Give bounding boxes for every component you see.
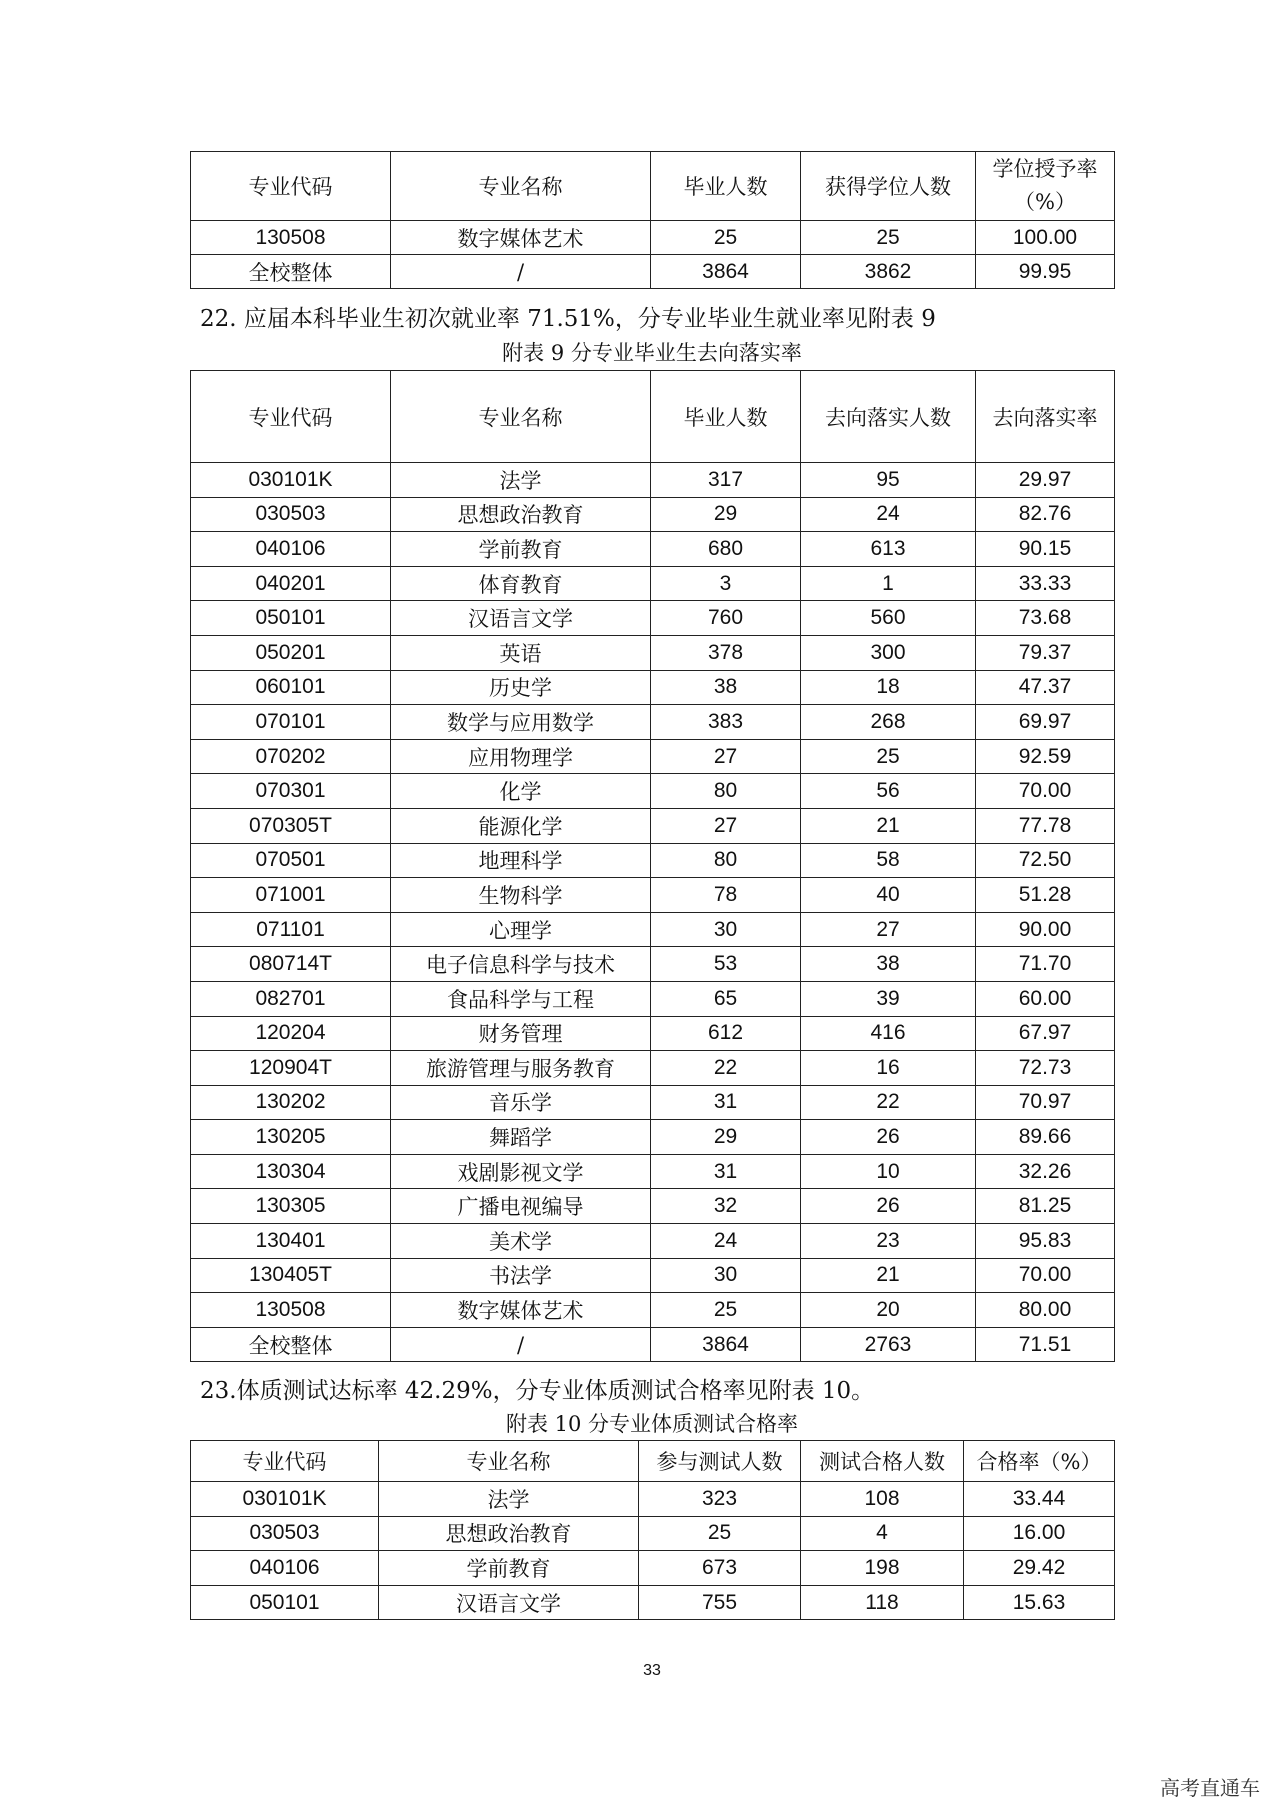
table-cell: 地理科学	[391, 843, 651, 878]
table-cell: 80	[651, 774, 801, 809]
table-cell: 21	[801, 1258, 976, 1293]
table-cell: 财务管理	[391, 1016, 651, 1051]
table-cell: 29	[651, 1120, 801, 1155]
table-cell: 130205	[191, 1120, 391, 1155]
table-cell: 323	[639, 1482, 801, 1517]
table-cell: 56	[801, 774, 976, 809]
table-row	[191, 1327, 1115, 1362]
table9-caption: 附表 9 分专业毕业生去向落实率	[502, 341, 802, 365]
table-cell: 70.00	[976, 1258, 1115, 1293]
table-cell: 130304	[191, 1154, 391, 1189]
table-cell: 80.00	[976, 1293, 1115, 1328]
table-cell: 130508	[191, 221, 391, 255]
table-cell: 美术学	[391, 1224, 651, 1259]
table-cell: 16.00	[964, 1516, 1115, 1551]
table-cell: 60.00	[976, 981, 1115, 1016]
item-22-text: 22. 应届本科毕业生初次就业率 71.51%，分专业毕业生就业率见附表 9	[200, 306, 936, 332]
table-cell: 612	[651, 1016, 801, 1051]
table-cell: 99.95	[976, 255, 1115, 289]
table-cell: 90.00	[976, 912, 1115, 947]
table-cell: 38	[801, 947, 976, 982]
table-cell: 10	[801, 1154, 976, 1189]
table-cell: 学前教育	[391, 532, 651, 567]
table-cell: 26	[801, 1120, 976, 1155]
table-cell: 070301	[191, 774, 391, 809]
table-cell: /	[391, 1327, 651, 1362]
table-cell: 65	[651, 981, 801, 1016]
header-placement-rate: 去向落实率	[976, 371, 1115, 463]
table-cell: 071101	[191, 912, 391, 947]
table-cell: 24	[651, 1224, 801, 1259]
table-cell: 72.73	[976, 1051, 1115, 1086]
table-row	[191, 532, 1115, 567]
table-cell: 560	[801, 601, 976, 636]
table-cell: 050201	[191, 635, 391, 670]
table-cell: 33.44	[964, 1482, 1115, 1517]
table-cell: 72.50	[976, 843, 1115, 878]
header-placed: 去向落实人数	[801, 371, 976, 463]
table-cell: 130508	[191, 1293, 391, 1328]
table-row	[191, 1482, 1115, 1517]
table-cell: 80	[651, 843, 801, 878]
table-cell: 书法学	[391, 1258, 651, 1293]
table-row	[191, 1120, 1115, 1155]
table-row	[191, 1189, 1115, 1224]
table-cell: 95	[801, 463, 976, 498]
table-cell: 18	[801, 670, 976, 705]
table-cell: 历史学	[391, 670, 651, 705]
table-cell: 20	[801, 1293, 976, 1328]
table-cell: 25	[801, 221, 976, 255]
table-cell: 378	[651, 635, 801, 670]
table-cell: 33.33	[976, 566, 1115, 601]
header-major-code: 专业代码	[191, 371, 391, 463]
table-cell: 4	[801, 1516, 964, 1551]
table-row	[191, 808, 1115, 843]
table-cell: 29.42	[964, 1551, 1115, 1586]
header-tested: 参与测试人数	[639, 1441, 801, 1482]
table-row	[191, 1085, 1115, 1120]
table-cell: 755	[639, 1585, 801, 1620]
table-cell: 130401	[191, 1224, 391, 1259]
table-cell: 体育教育	[391, 566, 651, 601]
table-cell: 29.97	[976, 463, 1115, 498]
table-cell: 673	[639, 1551, 801, 1586]
table-cell: 23	[801, 1224, 976, 1259]
table-row	[191, 774, 1115, 809]
table-cell: 31	[651, 1085, 801, 1120]
table-cell: 040201	[191, 566, 391, 601]
table-cell: 电子信息科学与技术	[391, 947, 651, 982]
table-cell: 旅游管理与服务教育	[391, 1051, 651, 1086]
table-cell: 030503	[191, 497, 391, 532]
table-cell: 050101	[191, 601, 391, 636]
header-major-name: 专业名称	[379, 1441, 639, 1482]
table-cell: 戏剧影视文学	[391, 1154, 651, 1189]
table-row	[191, 1224, 1115, 1259]
header-major-code: 专业代码	[191, 152, 391, 221]
table-header-row	[191, 1441, 1115, 1482]
table-cell: 70.00	[976, 774, 1115, 809]
table-cell: 40	[801, 878, 976, 913]
table-cell: 030503	[191, 1516, 379, 1551]
table-cell: 71.70	[976, 947, 1115, 982]
table-cell: 81.25	[976, 1189, 1115, 1224]
table-cell: 1	[801, 566, 976, 601]
header-passed: 测试合格人数	[801, 1441, 964, 1482]
table-cell: 040106	[191, 1551, 379, 1586]
table-row	[191, 1551, 1115, 1586]
table-row	[191, 635, 1115, 670]
table-row	[191, 912, 1115, 947]
table-cell: 198	[801, 1551, 964, 1586]
table-cell: 32.26	[976, 1154, 1115, 1189]
table-row	[191, 1016, 1115, 1051]
table-cell: /	[391, 255, 651, 289]
table-cell: 21	[801, 808, 976, 843]
table-cell: 数字媒体艺术	[391, 221, 651, 255]
table-cell: 27	[801, 912, 976, 947]
table-cell: 050101	[191, 1585, 379, 1620]
table-cell: 120904T	[191, 1051, 391, 1086]
table-cell: 47.37	[976, 670, 1115, 705]
header-major-name: 专业名称	[391, 371, 651, 463]
table-cell: 030101K	[191, 463, 391, 498]
table-cell: 30	[651, 1258, 801, 1293]
table-cell: 音乐学	[391, 1085, 651, 1120]
table-cell: 2763	[801, 1327, 976, 1362]
table-cell: 生物科学	[391, 878, 651, 913]
header-pass-rate: 合格率（%）	[964, 1441, 1115, 1482]
header-degree-holders: 获得学位人数	[801, 152, 976, 221]
table-row	[191, 1051, 1115, 1086]
table-cell: 130305	[191, 1189, 391, 1224]
table-cell: 能源化学	[391, 808, 651, 843]
table-cell: 3862	[801, 255, 976, 289]
table-row	[191, 1516, 1115, 1551]
table-cell: 22	[801, 1085, 976, 1120]
table-cell: 法学	[379, 1482, 639, 1517]
table-header-row	[191, 371, 1115, 463]
table-row	[191, 463, 1115, 498]
table-cell: 79.37	[976, 635, 1115, 670]
table-cell: 16	[801, 1051, 976, 1086]
table-cell: 100.00	[976, 221, 1115, 255]
table-cell: 3864	[651, 1327, 801, 1362]
table-cell: 3864	[651, 255, 801, 289]
table-cell: 060101	[191, 670, 391, 705]
table-cell: 25	[801, 739, 976, 774]
table-cell: 118	[801, 1585, 964, 1620]
table-row	[191, 566, 1115, 601]
table-cell: 030101K	[191, 1482, 379, 1517]
table-cell: 53	[651, 947, 801, 982]
table-cell: 29	[651, 497, 801, 532]
table-cell: 舞蹈学	[391, 1120, 651, 1155]
table-cell: 268	[801, 705, 976, 740]
table-cell: 38	[651, 670, 801, 705]
table-cell: 学前教育	[379, 1551, 639, 1586]
table-cell: 317	[651, 463, 801, 498]
table-cell: 广播电视编导	[391, 1189, 651, 1224]
table-row	[191, 947, 1115, 982]
table-cell: 数学与应用数学	[391, 705, 651, 740]
item-23-text: 23.体质测试达标率 42.29%，分专业体质测试合格率见附表 10。	[200, 1378, 875, 1404]
table-cell: 全校整体	[191, 255, 391, 289]
table-cell: 680	[651, 532, 801, 567]
table-cell: 应用物理学	[391, 739, 651, 774]
header-graduates: 毕业人数	[651, 371, 801, 463]
table-cell: 15.63	[964, 1585, 1115, 1620]
table-row	[191, 739, 1115, 774]
employment-rate-table	[190, 370, 1115, 1362]
table-header-row	[191, 152, 1115, 221]
table-row	[191, 1154, 1115, 1189]
table-cell: 31	[651, 1154, 801, 1189]
table-row	[191, 878, 1115, 913]
table-cell: 82.76	[976, 497, 1115, 532]
table-cell: 思想政治教育	[391, 497, 651, 532]
table-row	[191, 221, 1115, 255]
table-cell: 070101	[191, 705, 391, 740]
table-row	[191, 255, 1115, 289]
table-cell: 070202	[191, 739, 391, 774]
table-cell: 108	[801, 1482, 964, 1517]
table-cell: 71.51	[976, 1327, 1115, 1362]
table-cell: 51.28	[976, 878, 1115, 913]
degree-table-continued	[190, 151, 1115, 289]
table-row	[191, 601, 1115, 636]
table-cell: 25	[651, 221, 801, 255]
table-cell: 汉语言文学	[379, 1585, 639, 1620]
table10-caption: 附表 10 分专业体质测试合格率	[505, 1412, 799, 1436]
table-cell: 080714T	[191, 947, 391, 982]
table-row	[191, 670, 1115, 705]
table-cell: 24	[801, 497, 976, 532]
table-cell: 95.83	[976, 1224, 1115, 1259]
table-cell: 化学	[391, 774, 651, 809]
table-cell: 汉语言文学	[391, 601, 651, 636]
table-cell: 3	[651, 566, 801, 601]
table-cell: 法学	[391, 463, 651, 498]
table-cell: 22	[651, 1051, 801, 1086]
table-row	[191, 705, 1115, 740]
table-cell: 英语	[391, 635, 651, 670]
table-cell: 27	[651, 739, 801, 774]
table-cell: 070501	[191, 843, 391, 878]
table-cell: 25	[651, 1293, 801, 1328]
table-cell: 30	[651, 912, 801, 947]
table-cell: 73.68	[976, 601, 1115, 636]
table-cell: 040106	[191, 532, 391, 567]
table-cell: 67.97	[976, 1016, 1115, 1051]
table-cell: 26	[801, 1189, 976, 1224]
table-cell: 25	[639, 1516, 801, 1551]
table-cell: 70.97	[976, 1085, 1115, 1120]
header-major-code: 专业代码	[191, 1441, 379, 1482]
table-cell: 082701	[191, 981, 391, 1016]
table-cell: 数字媒体艺术	[391, 1293, 651, 1328]
table-cell: 130405T	[191, 1258, 391, 1293]
table-cell: 思想政治教育	[379, 1516, 639, 1551]
table-cell: 90.15	[976, 532, 1115, 567]
table-cell: 69.97	[976, 705, 1115, 740]
table-cell: 071001	[191, 878, 391, 913]
table-cell: 89.66	[976, 1120, 1115, 1155]
watermark: 高考直通车	[1160, 1776, 1260, 1800]
table-cell: 120204	[191, 1016, 391, 1051]
table-row	[191, 981, 1115, 1016]
table-cell: 39	[801, 981, 976, 1016]
table-cell: 92.59	[976, 739, 1115, 774]
table-row	[191, 843, 1115, 878]
table-cell: 613	[801, 532, 976, 567]
table-cell: 32	[651, 1189, 801, 1224]
table-cell: 食品科学与工程	[391, 981, 651, 1016]
page-number: 33	[643, 1662, 661, 1679]
table-cell: 300	[801, 635, 976, 670]
table-cell: 416	[801, 1016, 976, 1051]
table-cell: 070305T	[191, 808, 391, 843]
table-cell: 383	[651, 705, 801, 740]
header-graduates: 毕业人数	[651, 152, 801, 221]
table-cell: 27	[651, 808, 801, 843]
table-cell: 77.78	[976, 808, 1115, 843]
table-cell: 78	[651, 878, 801, 913]
table-row	[191, 497, 1115, 532]
table-row	[191, 1585, 1115, 1620]
header-degree-rate: 学位授予率 （%）	[976, 152, 1115, 221]
table-cell: 58	[801, 843, 976, 878]
table-cell: 心理学	[391, 912, 651, 947]
table-row	[191, 1258, 1115, 1293]
fitness-test-table	[190, 1440, 1115, 1620]
header-major-name: 专业名称	[391, 152, 651, 221]
table-cell: 130202	[191, 1085, 391, 1120]
table-row	[191, 1293, 1115, 1328]
table-cell: 全校整体	[191, 1327, 391, 1362]
table-cell: 760	[651, 601, 801, 636]
